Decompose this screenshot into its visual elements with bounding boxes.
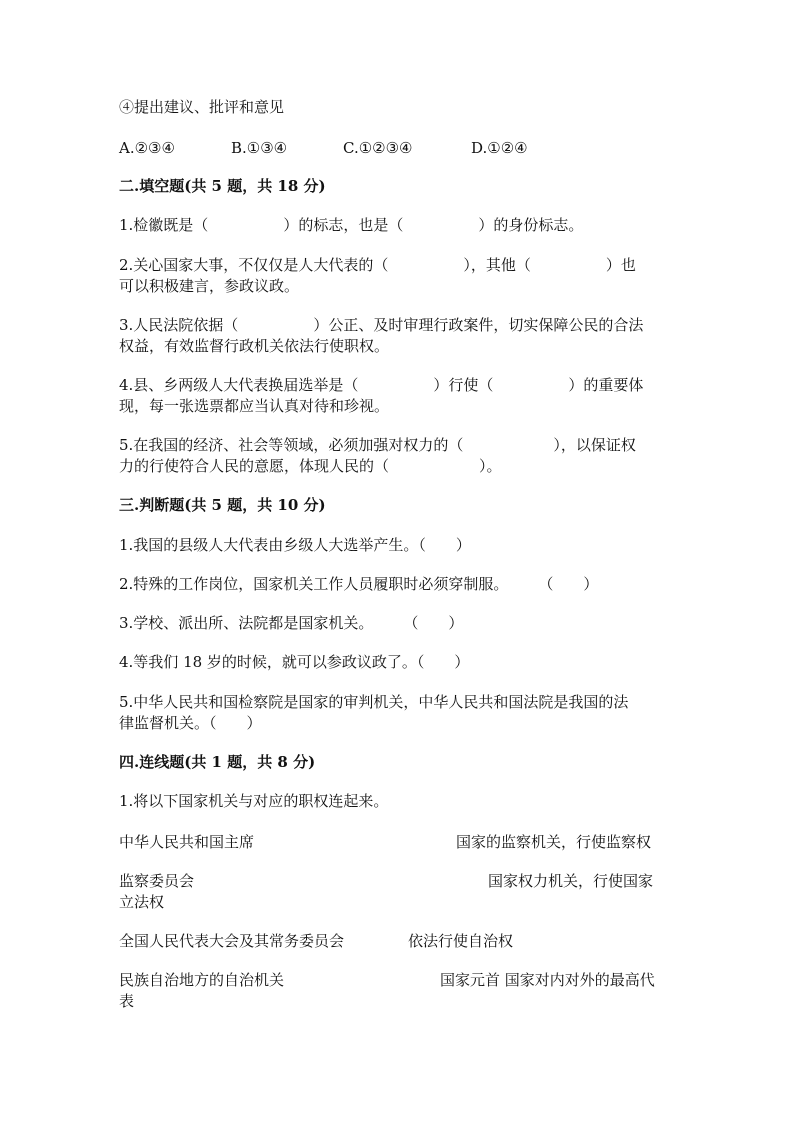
fill-question-2-line-2: 可以积极建言，参政议政。 [119, 277, 300, 295]
match-left-4: 民族自治地方的自治机关 [119, 971, 285, 989]
match-right-1: 国家的监察机关，行使监察权 [456, 833, 652, 851]
section-heading-fill-blank: 二.填空题(共 5 题，共 18 分) [119, 177, 326, 195]
item-4: ④提出建议、批评和意见 [119, 98, 285, 116]
fill-question-4-line-1: 4.县、乡两级人大代表换届选举是（ ）行使（ ）的重要体 [119, 376, 644, 394]
match-right-4: 国家元首 国家对内对外的最高代 [440, 971, 655, 989]
fill-question-1: 1.检徽既是（ ）的标志，也是（ ）的身份标志。 [119, 216, 584, 234]
match-right-3: 依法行使自治权 [408, 932, 514, 950]
match-right-2: 国家权力机关，行使国家 [488, 872, 654, 890]
match-left-3: 全国人民代表大会及其常务委员会 [119, 932, 345, 950]
option-c: C.①②③④ [343, 139, 413, 157]
judge-question-2: 2.特殊的工作岗位，国家机关工作人员履职时必须穿制服。 （ ） [119, 575, 599, 593]
fill-question-3-line-2: 权益，有效监督行政机关依法行使职权。 [119, 337, 390, 355]
option-b: B.①③④ [231, 139, 288, 157]
judge-question-5-line-1: 5.中华人民共和国检察院是国家的审判机关，中华人民共和国法院是我国的法 [119, 693, 629, 711]
option-d: D.①②④ [471, 139, 528, 157]
fill-question-3-line-1: 3.人民法院依据（ ）公正、及时审理行政案件，切实保障公民的合法 [119, 316, 644, 334]
match-left-2: 监察委员会 [119, 872, 195, 890]
fill-question-4-line-2: 现，每一张选票都应当认真对待和珍视。 [119, 397, 390, 415]
fill-question-5-line-1: 5.在我国的经济、社会等领域，必须加强对权力的（ ），以保证权 [119, 436, 636, 454]
match-right-2-wrap: 立法权 [119, 893, 165, 911]
fill-question-2-line-1: 2.关心国家大事，不仅仅是人大代表的（ ），其他（ ）也 [119, 256, 636, 274]
judge-question-3: 3.学校、派出所、法院都是国家机关。 （ ） [119, 614, 464, 632]
matching-instruction: 1.将以下国家机关与对应的职权连起来。 [119, 792, 389, 810]
section-heading-matching: 四.连线题(共 1 题，共 8 分) [119, 753, 316, 771]
section-heading-judgement: 三.判断题(共 5 题，共 10 分) [119, 496, 326, 514]
judge-question-1: 1.我国的县级人大代表由乡级人大选举产生。（ ） [119, 536, 471, 554]
match-right-4-wrap: 表 [119, 992, 135, 1010]
judge-question-5-line-2: 律监督机关。（ ） [119, 714, 262, 732]
judge-question-4: 4.等我们 18 岁的时候，就可以参政议政了。（ ） [119, 653, 470, 671]
option-a: A.②③④ [119, 139, 175, 157]
match-left-1: 中华人民共和国主席 [119, 833, 255, 851]
fill-question-5-line-2: 力的行使符合人民的意愿，体现人民的（ ）。 [119, 457, 502, 475]
